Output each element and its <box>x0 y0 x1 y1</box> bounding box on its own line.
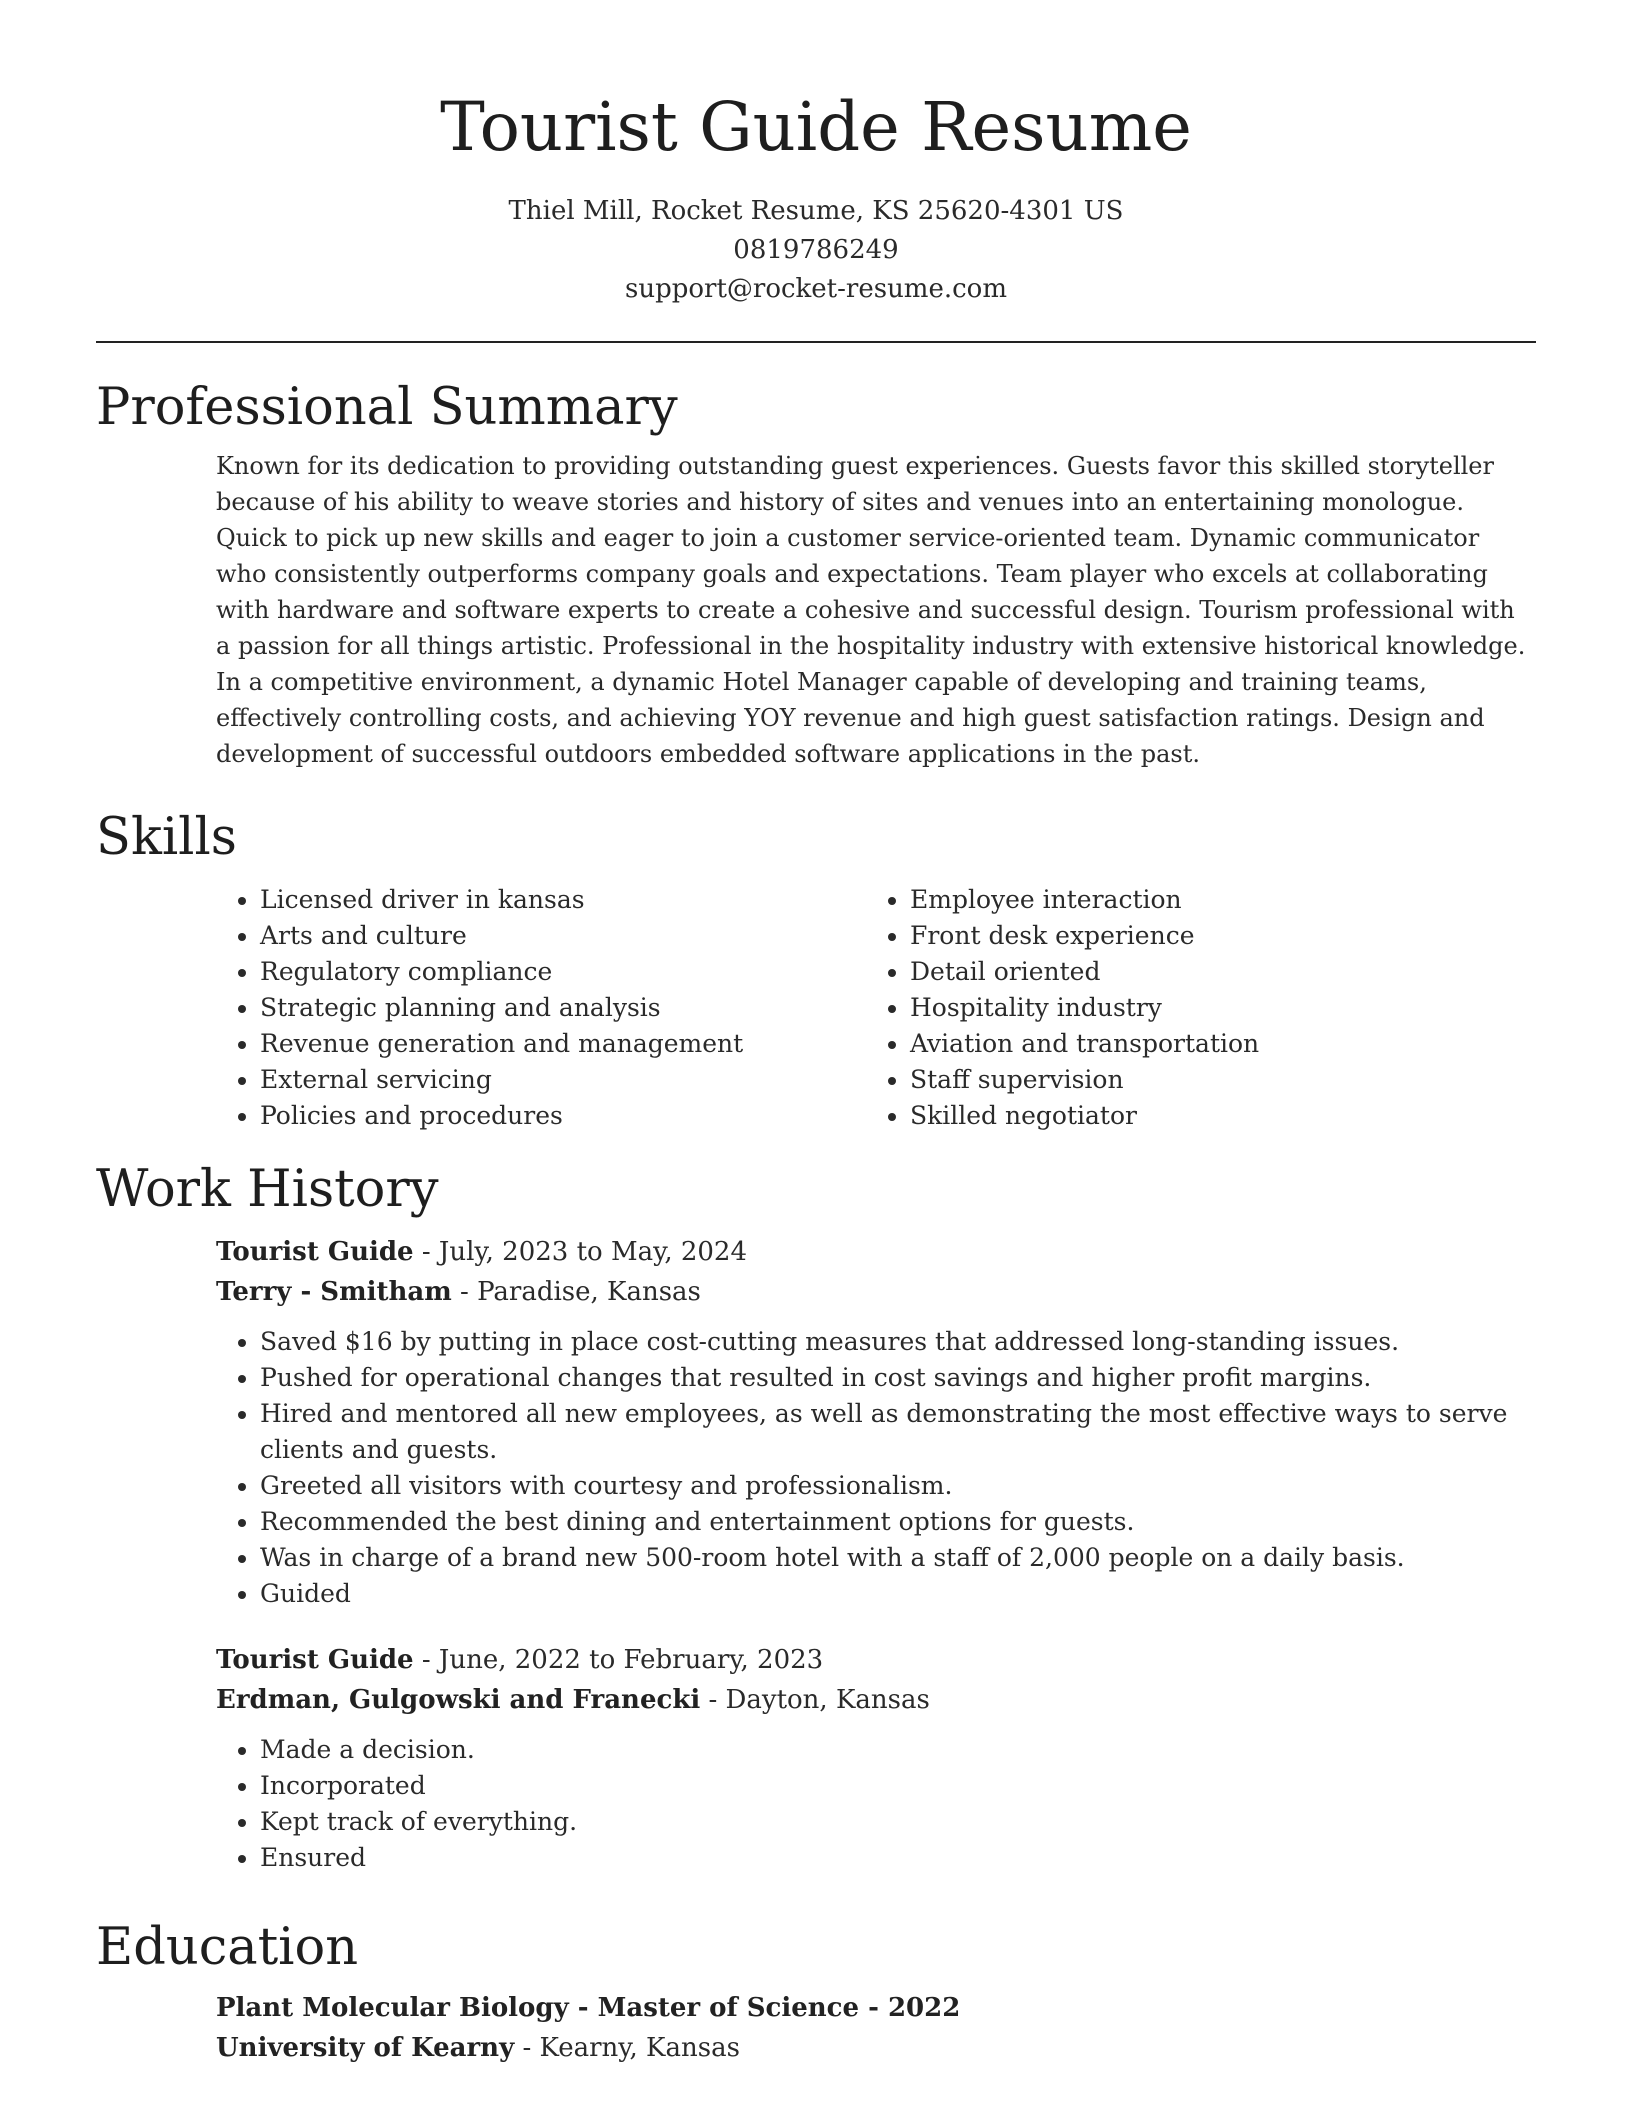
skills-columns <box>216 882 1536 1134</box>
job-title-line <box>216 1232 1536 1272</box>
skill-item: • Revenue generation and management <box>260 1026 866 1062</box>
job-dates: - July, 2023 to May, 2024 <box>413 1237 748 1267</box>
work-history-heading: Work History <box>96 1160 439 1219</box>
work-history-section <box>96 1158 1536 1876</box>
page-title: Tourist Guide Resume <box>440 88 1192 166</box>
education-section <box>96 1916 1536 2068</box>
skill-item: • Hospitality industry <box>910 990 1516 1026</box>
job-entry <box>216 1232 1536 1612</box>
job-bullet: • Made a decision. <box>260 1732 1536 1768</box>
education-degree-line <box>216 1988 1536 2028</box>
job-bullet: • Was in charge of a brand new 500-room hotel with a staff of 2,000 people on a daily basis. <box>260 1540 1536 1576</box>
skill-item: • Staff supervision <box>910 1062 1516 1098</box>
job-location: - Dayton, Kansas <box>700 1685 930 1715</box>
education-location: - Kearny, Kansas <box>514 2033 740 2063</box>
resume-header <box>0 0 1632 309</box>
phone: 0819786249 <box>733 235 899 265</box>
education-degree: - Master of Science - 2022 <box>568 1993 961 2023</box>
header-divider <box>96 341 1536 343</box>
skills-section <box>96 806 1536 1134</box>
skill-item: • Arts and culture <box>260 918 866 954</box>
job-dates: - June, 2022 to February, 2023 <box>413 1645 824 1675</box>
job-bullet: • Guided <box>260 1576 1536 1612</box>
job-company-line <box>216 1272 1536 1312</box>
skill-item: • Detail oriented <box>910 954 1516 990</box>
job-location: - Paradise, Kansas <box>451 1277 701 1307</box>
summary-section <box>96 376 1536 772</box>
skill-item: • Policies and procedures <box>260 1098 866 1134</box>
job-bullet: • Hired and mentored all new employees, as well as demonstrating the most effective ways to serve clients and guests. <box>260 1396 1536 1468</box>
email: support@rocket-resume.com <box>624 274 1007 304</box>
skill-item: • Front desk experience <box>910 918 1516 954</box>
skills-heading: Skills <box>96 808 237 867</box>
job-bullet: • Saved $16 by putting in place cost-cutting measures that addressed long-standing issues. <box>260 1324 1536 1360</box>
contact-info <box>0 192 1632 309</box>
skill-item: • Licensed driver in kansas <box>260 882 866 918</box>
job-bullet: • Greeted all visitors with courtesy and professionalism. <box>260 1468 1536 1504</box>
job-bullet: • Ensured <box>260 1840 1536 1876</box>
skill-item: • Aviation and transportation <box>910 1026 1516 1062</box>
job-bullet: • Recommended the best dining and entertainment options for guests. <box>260 1504 1536 1540</box>
job-title-line <box>216 1640 1536 1680</box>
job-company-line <box>216 1680 1536 1720</box>
job-bullet: • Kept track of everything. <box>260 1804 1536 1840</box>
skills-column-left <box>216 882 866 1134</box>
education-heading: Education <box>96 1918 359 1977</box>
summary-text: Known for its dedication to providing outstanding guest experiences. Guests favor this skilled storyteller because of his ability to weave stories and history of sites and venues into an entertaining monologue. Quick to pick up new skills and eager to join a customer service-oriented team. Dynamic communicator who consistently outperforms company goals and expectations. Team player who excels at collaborating with hardware and software experts to create a cohesive and successful design. Tourism professional with a passion for all things artistic. Professional in the hospitality industry with extensive historical knowledge. In a competitive environment, a dynamic Hotel Manager capable of developing and training teams, effectively controlling costs, and achieving YOY revenue and high guest satisfaction ratings. Design and development of successful outdoors embedded software applications in the past. <box>216 452 1526 768</box>
job-company: Erdman, Gulgowski and Franecki <box>216 1685 701 1715</box>
skills-column-right <box>866 882 1516 1134</box>
education-field: Plant Molecular Biology <box>216 1993 569 2023</box>
skill-item: • Employee interaction <box>910 882 1516 918</box>
skill-item: • Regulatory compliance <box>260 954 866 990</box>
job-bullet: • Pushed for operational changes that resulted in cost savings and higher profit margins. <box>260 1360 1536 1396</box>
job-role: Tourist Guide <box>216 1237 414 1267</box>
skill-item: • Skilled negotiator <box>910 1098 1516 1134</box>
job-entry <box>216 1640 1536 1876</box>
summary-heading: Professional Summary <box>96 378 678 437</box>
address: Thiel Mill, Rocket Resume, KS 25620-4301 US <box>508 196 1124 226</box>
job-company: Terry - Smitham <box>216 1277 452 1307</box>
job-role: Tourist Guide <box>216 1645 414 1675</box>
skill-item: • External servicing <box>260 1062 866 1098</box>
job-bullet: • Incorporated <box>260 1768 1536 1804</box>
skill-item: • Strategic planning and analysis <box>260 990 866 1026</box>
education-school: University of Kearny <box>216 2033 515 2063</box>
education-school-line <box>216 2028 1536 2068</box>
